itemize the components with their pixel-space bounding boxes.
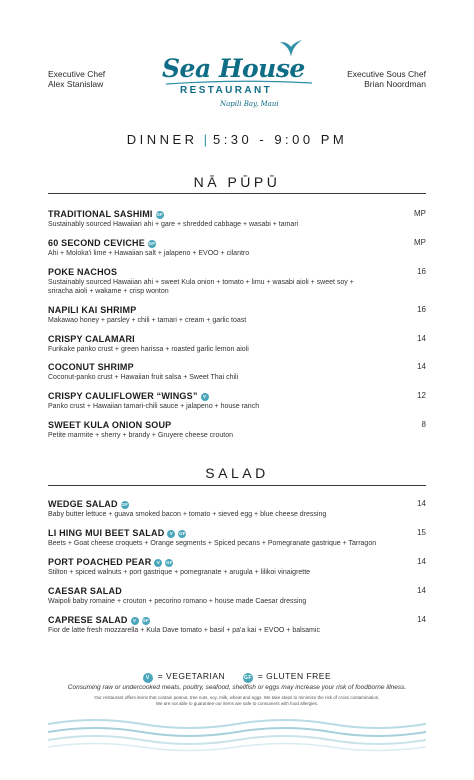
food-safety-disclaimer: Consuming raw or undercooked meats, poultry, seafood, shellfish or eggs may increase your risk of foodborne illness. [67, 684, 407, 691]
menu-item [48, 305, 426, 325]
item-name: LI HING MUI BEET SALAD [48, 528, 165, 538]
executive-chef-block [48, 69, 105, 89]
item-description: Furikake panko crust + green harissa + roasted garlic lemon aioli [48, 346, 249, 353]
allergen-notice-line2: We are not able to guarantee our items are safe to consumers with food allergies. [155, 701, 319, 706]
item-description: Sustainably sourced Hawaiian ahi + sweet Kula onion + tomato + limu + wasabi aioli + sweet soy + sriracha aioli + wakame + crisp wonton [48, 279, 354, 295]
section-title-salad: SALAD [205, 465, 269, 481]
item-price: 15 [417, 528, 426, 537]
item-price: 14 [417, 362, 426, 371]
gluten-free-badge: GF [156, 212, 163, 217]
service-separator: | [203, 132, 207, 147]
item-description: Panko crust + Hawaiian tamari-chili sauce + jalapeno + house ranch [48, 403, 260, 410]
legend-gluten-free: = GLUTEN FREE [257, 671, 332, 681]
item-name: CAESAR SALAD [48, 586, 122, 596]
item-price: 14 [417, 499, 426, 508]
menu-item [48, 586, 426, 606]
item-price: 14 [417, 557, 426, 566]
gluten-free-badge: GF [179, 531, 186, 536]
item-name: TRADITIONAL SASHIMI [48, 209, 153, 219]
item-price: MP [414, 209, 426, 218]
item-price: MP [414, 238, 426, 247]
menu-item [48, 391, 426, 411]
item-price: 14 [417, 334, 426, 343]
item-name: CRISPY CALAMARI [48, 334, 135, 344]
item-name: WEDGE SALAD [48, 499, 118, 509]
wave-decoration [48, 712, 426, 752]
section-title-pupu: NĀ PŪPŪ [193, 174, 281, 190]
item-name: POKE NACHOS [48, 267, 118, 277]
logo-location-text: Napili Bay, Maui [220, 100, 279, 108]
menu-item [48, 615, 426, 635]
legend-vegetarian: = VEGETARIAN [157, 671, 226, 681]
item-name: COCONUT SHRIMP [48, 362, 134, 372]
section-divider [48, 485, 426, 486]
item-price: 16 [417, 267, 426, 276]
executive-chef-role: Executive Chef [48, 69, 106, 79]
item-description: Ahi + Moloka'i lime + Hawaiian salt + jalapeno + EVOO + cilantro [48, 250, 250, 257]
dietary-legend [0, 671, 474, 683]
gluten-free-badge: GF [142, 618, 149, 623]
logo-restaurant-text: RESTAURANT [180, 85, 273, 96]
sea-house-logo [150, 36, 320, 116]
item-description: Baby butter lettuce + guava smoked bacon + tomato + sieved egg + blue cheese dressing [48, 511, 327, 518]
item-description: Waipoli baby romaine + crouton + pecorino romano + house made Caesar dressing [48, 598, 307, 605]
service-hours [0, 132, 474, 147]
item-name: 60 SECOND CEVICHE [48, 238, 145, 248]
item-price: 8 [421, 420, 426, 429]
executive-chef-name: Alex Stanislaw [48, 79, 104, 89]
gluten-free-badge: GF [243, 675, 252, 681]
sous-chef-block [347, 69, 426, 89]
item-description: Petite marmite + sherry + brandy + Gruyere cheese crouton [48, 432, 234, 439]
menu-item [48, 557, 426, 577]
sous-chef-name: Brian Noordman [364, 79, 426, 89]
item-description: Makawao honey + parsley + chili + tamari + cream + garlic toast [48, 317, 247, 324]
menu-item [48, 238, 426, 258]
menu-item [48, 334, 426, 354]
item-name: NAPILI KAI SHRIMP [48, 305, 137, 315]
gluten-free-badge: GF [166, 560, 173, 565]
menu-item [48, 528, 426, 548]
item-name: CAPRESE SALAD [48, 615, 128, 625]
menu-item [48, 499, 426, 519]
item-description: Sustainably sourced Hawaiian ahi + gare + shredded cabbage + wasabi + tamari [48, 221, 299, 228]
item-price: 14 [417, 615, 426, 624]
gluten-free-badge: GF [148, 241, 156, 246]
vegetarian-badge: V [131, 617, 139, 625]
item-name: PORT POACHED PEAR [48, 557, 152, 567]
gluten-free-badge: GF [121, 502, 129, 507]
item-name: CRISPY CAULIFLOWER “WINGS” [48, 391, 198, 401]
vegetarian-badge: V [167, 530, 175, 538]
item-name: SWEET KULA ONION SOUP [48, 420, 172, 430]
vegetarian-badge: V [201, 393, 209, 401]
vegetarian-badge: V [143, 673, 153, 683]
menu-item [48, 420, 426, 440]
sous-chef-role: Executive Sous Chef [347, 69, 426, 79]
service-hours-text: 5:30 - 9:00 PM [212, 132, 348, 147]
item-description: Beets + Goat cheese croquets + Orange segments + Spiced pecans + Pomegranate gastrique + Tarragon [48, 540, 377, 547]
item-price: 12 [417, 391, 426, 400]
allergen-notice-line1: Our restaurant offers items that contain peanut, tree nuts, soy, milk, wheat and eggs. We take steps to minimize the risk of cross contamination. [94, 695, 380, 700]
item-description: Coconut-panko crust + Hawaiian fruit salsa + Sweet Thai chili [48, 374, 239, 381]
menu-item [48, 362, 426, 382]
service-label: DINNER [126, 132, 198, 147]
vegetarian-badge: V [154, 559, 162, 567]
menu-item [48, 267, 426, 296]
item-description: Fior de latte fresh mozzarella + Kula Dave tomato + basil + pa'a kai + EVOO + balsamic [48, 627, 320, 634]
logo-script-text: Sea House [162, 54, 305, 83]
section-divider [48, 193, 426, 194]
item-price: 14 [417, 586, 426, 595]
item-price: 16 [417, 305, 426, 314]
item-description: Stilton + spiced walnuts + port gastrique + pomegranate + arugula + lilikoi vinaigrette [48, 569, 311, 576]
menu-item [48, 209, 426, 229]
